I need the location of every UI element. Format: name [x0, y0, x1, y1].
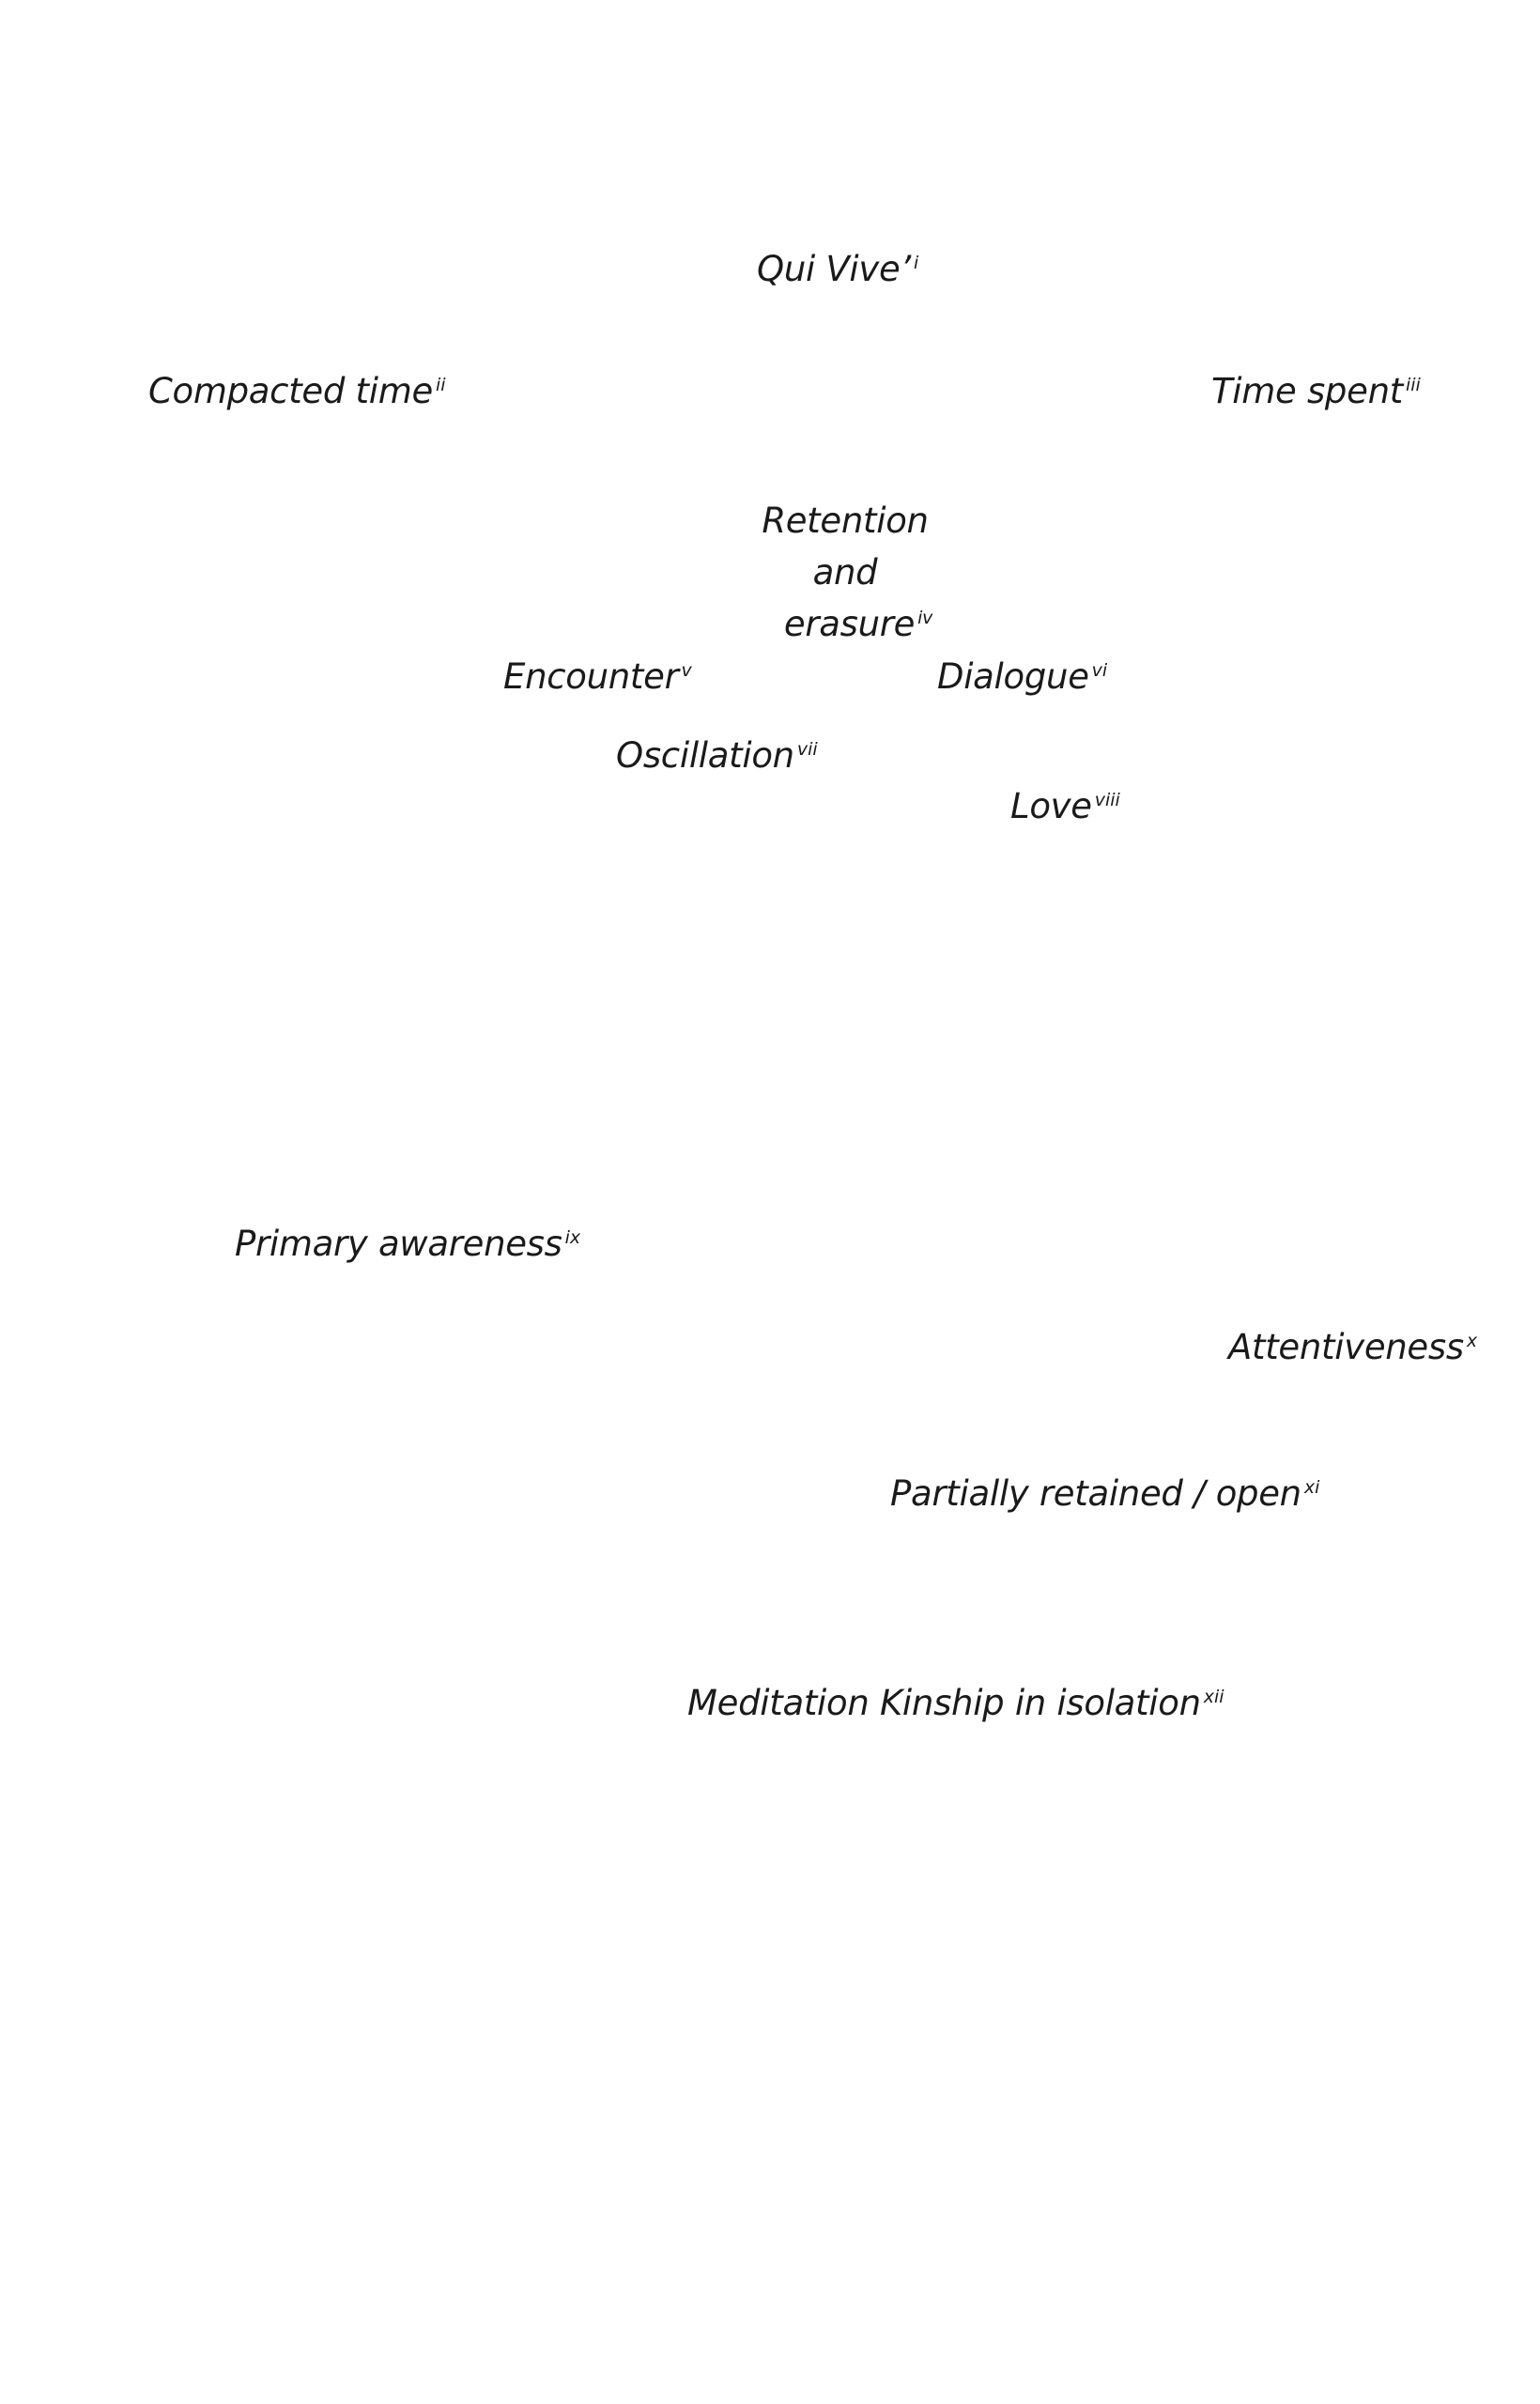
term-love: [1010, 786, 1120, 826]
endnote-marker: xii: [1203, 1686, 1224, 1707]
term-text: Primary awareness: [235, 1224, 562, 1264]
term-dialogue: [937, 656, 1108, 697]
endnote-marker: xi: [1303, 1476, 1320, 1498]
term-encounter: [503, 656, 692, 697]
term-text: Time spent: [1211, 371, 1403, 411]
term-text: Encounter: [503, 656, 679, 697]
endnote-marker: vi: [1091, 659, 1108, 681]
term-text: Compacted time: [148, 371, 433, 411]
term-qui-vive: [757, 249, 919, 289]
term-text: Meditation Kinship in isolation: [687, 1683, 1201, 1723]
term-compacted-time: [148, 371, 446, 411]
term-line: and: [812, 552, 878, 593]
term-text: Partially retained / open: [890, 1473, 1301, 1514]
endnote-marker: x: [1466, 1330, 1478, 1351]
endnote-marker: vii: [796, 738, 818, 760]
term-meditation-kinship: [687, 1683, 1224, 1723]
term-oscillation: [616, 735, 818, 776]
endnote-marker: ix: [564, 1226, 581, 1248]
term-primary-awareness: [235, 1224, 581, 1264]
term-text: Dialogue: [937, 656, 1089, 697]
term-attentiveness: [1228, 1327, 1478, 1367]
endnote-marker: viii: [1094, 789, 1120, 810]
term-text: Qui Vive’: [757, 249, 911, 289]
endnote-marker: iii: [1405, 374, 1421, 395]
term-time-spent: [1211, 371, 1421, 411]
endnote-marker: iv: [917, 607, 933, 628]
endnote-marker: v: [681, 659, 692, 681]
term-partially-retained-open: [890, 1473, 1320, 1514]
term-retention-and-erasure: [732, 495, 958, 650]
term-text: Oscillation: [616, 735, 794, 776]
term-line: erasure: [783, 604, 916, 644]
term-line: Retention: [762, 501, 929, 541]
term-line-with-note: [732, 598, 958, 650]
term-text: Love: [1010, 786, 1092, 826]
term-text: Attentiveness: [1228, 1327, 1464, 1367]
endnote-marker: ii: [435, 374, 446, 395]
endnote-marker: i: [913, 252, 919, 273]
